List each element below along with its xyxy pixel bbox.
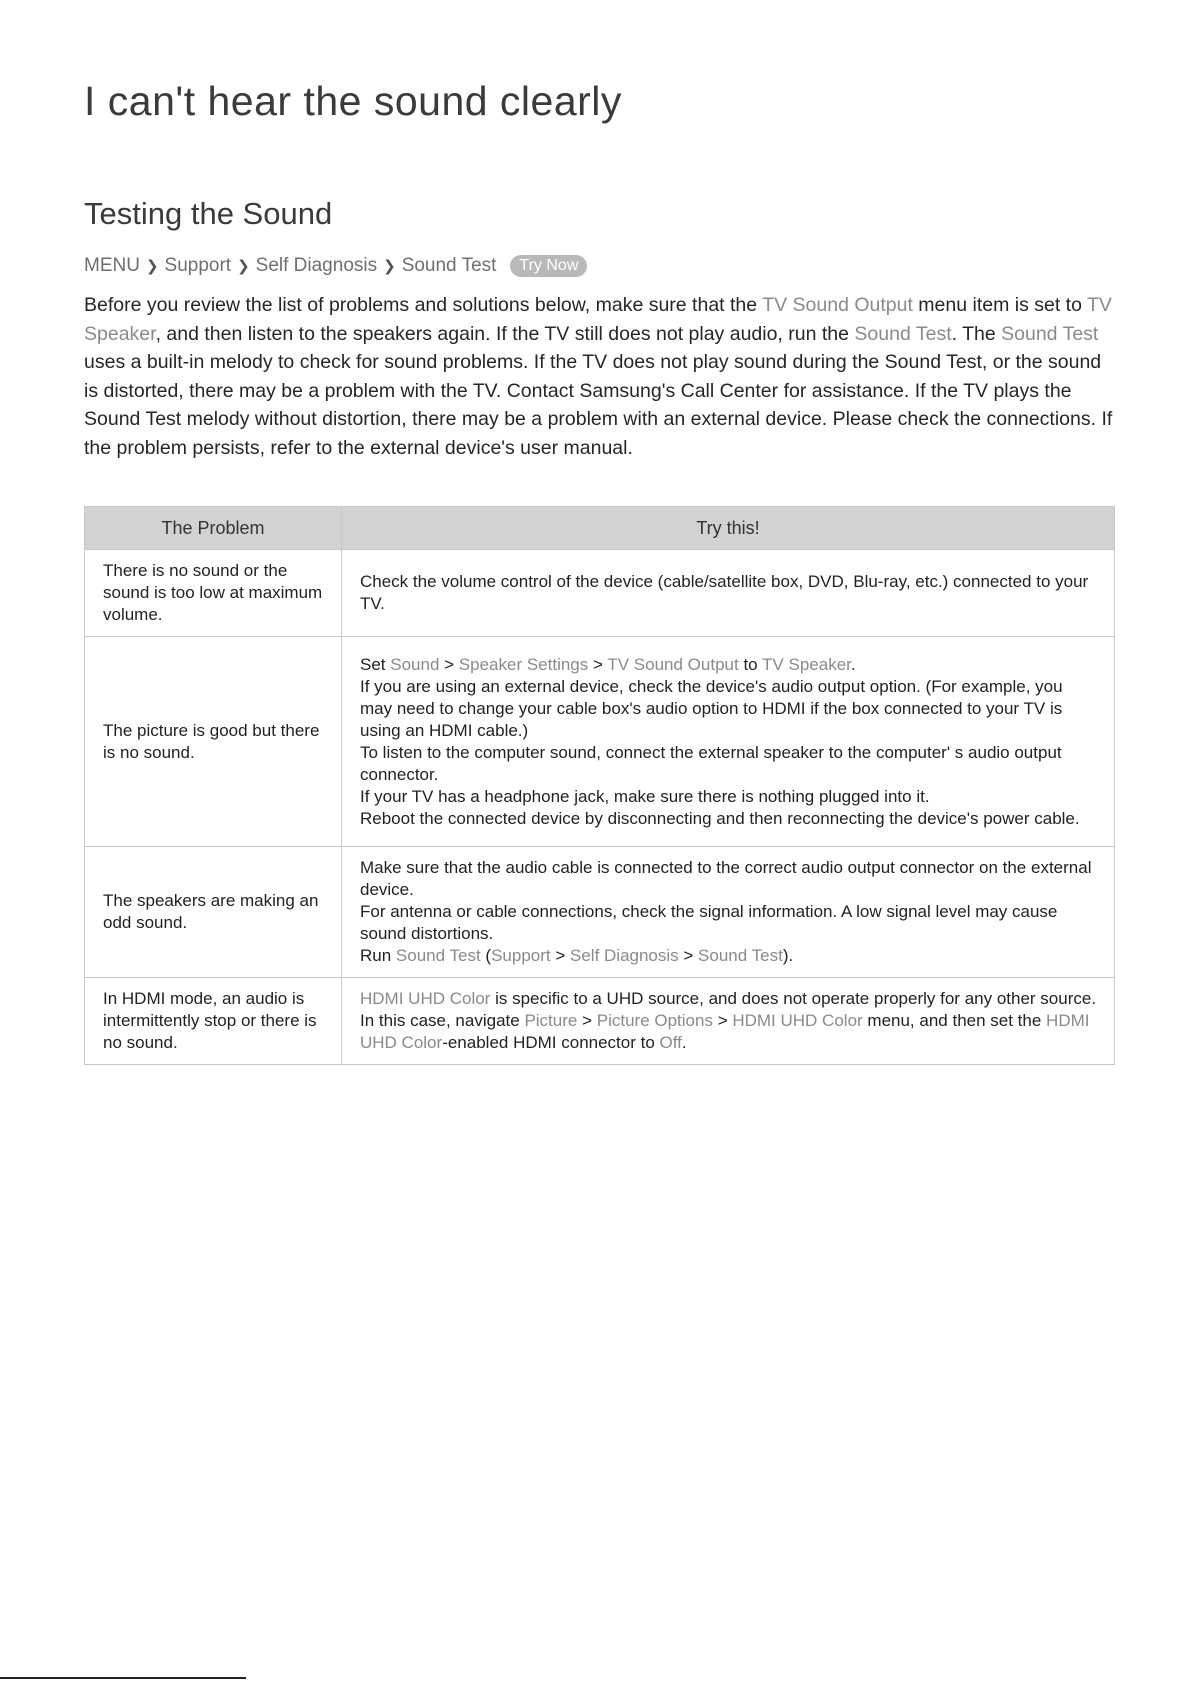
body-text: Make sure that the audio cable is connected to the correct audio output connector on the external device. [360,858,1092,899]
breadcrumb-item-menu[interactable]: MENU [84,255,140,276]
body-text: . [850,654,856,674]
breadcrumb [84,255,587,277]
body-text: For antenna or cable connections, check the signal information. A low signal level may cause sound distortions. [360,902,1058,943]
problem-table [84,506,1115,1065]
column-header-solution: Try this! [342,507,1115,550]
body-text: > [588,654,608,674]
column-header-problem: The Problem [85,507,342,550]
menu-path-text: Speaker Settings [458,654,589,674]
problem-cell: The picture is good but there is no sound. [85,637,342,847]
table-row [85,550,1115,637]
menu-path-text: TV Sound Output [607,654,739,674]
menu-path-text: Picture [524,1011,578,1030]
solution-cell [342,550,1115,637]
solution-cell [342,847,1115,978]
menu-path-text: Sound Test [854,322,952,345]
menu-path-text: Picture Options [596,1011,713,1030]
menu-path-text: HDMI UHD Color [732,1011,863,1030]
table-row [85,637,1115,847]
menu-path-text: Off [659,1033,682,1052]
menu-path-text: Sound Test [698,946,783,965]
chevron-right-icon: ❯ [145,258,159,275]
try-now-button[interactable]: Try Now [510,255,587,277]
footer-rule [0,1677,246,1679]
problem-cell: The speakers are making an odd sound. [85,847,342,978]
menu-path-text: Support [491,946,551,965]
menu-path-text: Self Diagnosis [570,946,679,965]
menu-path-text: HDMI UHD Color [360,1011,1090,1052]
body-text: . The [951,322,1002,345]
solution-line [360,676,1098,742]
body-text: If you are using an external device, check the device's audio output option. (For example, you may need to change your cable box's audio option to HDMI if the box connected to your TV is using an HDMI cable.) [360,676,1063,740]
section-heading: Testing the Sound [84,196,333,231]
body-text: ( [480,946,492,965]
menu-path-text: TV Sound Output [762,294,913,316]
body-text: uses a built-in melody to check for sound problems. If the TV does not play sound during the Sound Test, or the sound is distorted, there may be a problem with the TV. Contact Samsung's Call Center for assistance. If the TV plays the Sound Test melody without distortion, there may be a problem with an external device. Please check the connections. If the problem persists, refer to the external device's user manual. [84,351,1113,459]
body-text: ). [782,946,794,965]
body-text: To listen to the computer sound, connect the external speaker to the computer' s audio output connector. [360,742,1062,784]
body-text: -enabled HDMI connector to [442,1033,660,1052]
solution-cell [342,978,1115,1065]
body-text: Before you review the list of problems and solutions below, make sure that the [84,294,763,316]
problem-cell: In HDMI mode, an audio is intermittently stop or there is no sound. [85,978,342,1065]
menu-path-text: Sound Test [395,946,481,965]
menu-path-text: TV Speaker [84,294,1112,345]
body-text: menu item is set to [912,294,1088,316]
solution-line [360,654,1098,676]
solution-line [360,988,1098,1054]
chevron-right-icon: ❯ [383,258,396,275]
solution-line [360,742,1098,786]
intro-paragraph [84,291,1114,462]
breadcrumb-item-support[interactable]: Support [164,255,232,276]
body-text: > [678,946,699,965]
body-text: to [738,654,763,674]
solution-line [360,857,1098,901]
solution-line [360,808,1098,830]
body-text: Reboot the connected device by disconnecting and then reconnecting the device's power cable. [360,808,1080,828]
page-title: I can't hear the sound clearly [84,78,622,124]
solution-line [360,786,1098,808]
menu-path-text: Sound Test [1001,322,1099,345]
solution-line [360,945,1098,967]
body-text: If your TV has a headphone jack, make sure there is nothing plugged into it. [360,786,930,806]
chevron-right-icon: ❯ [237,258,250,275]
body-text: is specific to a UHD source, and does not operate properly for any other source. In this case, navigate [360,989,1097,1030]
menu-path-text: Sound [390,654,440,674]
breadcrumb-item-sound-test[interactable]: Sound Test [401,255,497,276]
solution-line [360,571,1098,615]
body-text: menu, and then set the [862,1011,1047,1030]
table-row [85,978,1115,1065]
solution-line [360,901,1098,945]
body-text: , and then listen to the speakers again. If the TV still does not play audio, run the [155,322,855,345]
menu-path-text: TV Speaker [762,654,851,674]
body-text: Run [360,946,396,965]
body-text: > [439,654,459,674]
table-row [85,847,1115,978]
body-text: > [577,1011,597,1030]
menu-path-text: HDMI UHD Color [360,989,491,1008]
breadcrumb-item-self-diagnosis[interactable]: Self Diagnosis [255,255,378,276]
body-text: > [550,946,570,965]
problem-cell: There is no sound or the sound is too low at maximum volume. [85,550,342,637]
solution-cell [342,637,1115,847]
body-text: > [712,1011,733,1030]
body-text: . [681,1033,687,1052]
body-text: Set [360,654,391,674]
body-text: Check the volume control of the device (cable/satellite box, DVD, Blu-ray, etc.) connected to your TV. [360,572,1089,613]
table-header-row [85,507,1115,550]
